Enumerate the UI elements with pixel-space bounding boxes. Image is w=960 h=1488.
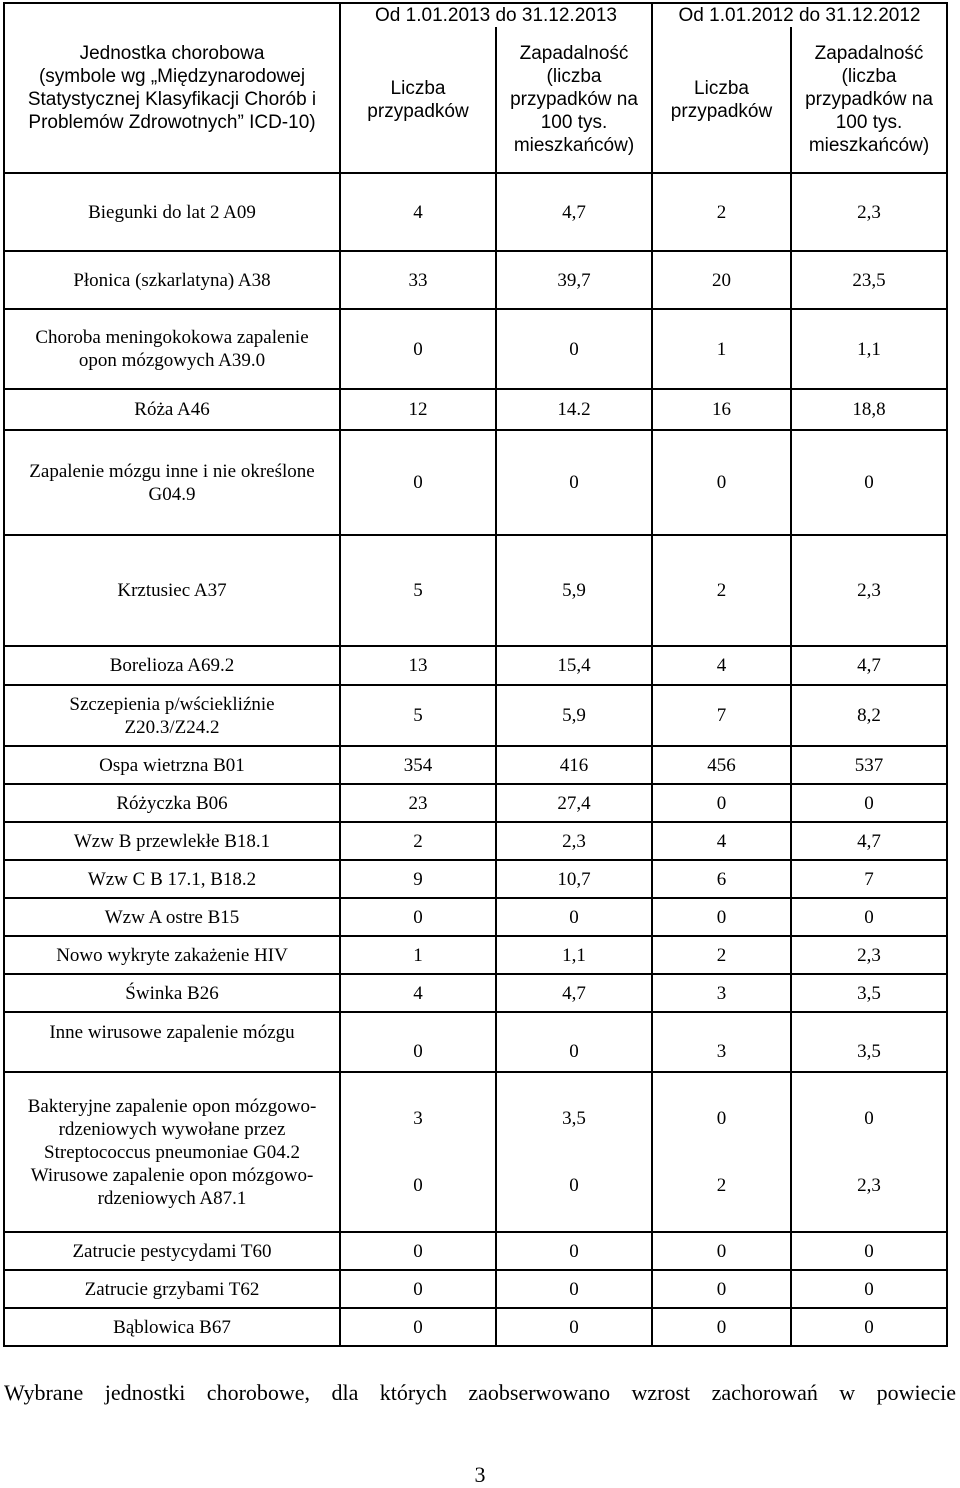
table-row — [4, 784, 947, 822]
incidence-2012: 0 — [791, 1232, 947, 1270]
incidence-2012: 2,3 — [791, 173, 947, 251]
cases-2013-combined — [340, 1072, 496, 1232]
incidence-2013: 0 — [569, 1175, 579, 1196]
cases-2012: 16 — [652, 389, 791, 430]
row-name: Różyczka B06 — [4, 784, 340, 822]
cases-2013: 0 — [340, 309, 496, 389]
table-row — [4, 685, 947, 746]
cases-2012: 0 — [652, 1270, 791, 1308]
cases-2012: 0 — [716, 1108, 727, 1129]
incidence-2012: 4,7 — [791, 646, 947, 685]
cases-2012: 20 — [652, 251, 791, 309]
cases-2013: 5 — [340, 535, 496, 646]
row-name: Biegunki do lat 2 A09 — [4, 173, 340, 251]
row-name: Wzw A ostre B15 — [4, 898, 340, 936]
row-name: Wzw C B 17.1, B18.2 — [4, 860, 340, 898]
incidence-2012: 0 — [791, 430, 947, 535]
incidence-2012: 0 — [791, 784, 947, 822]
incidence-2013: 2,3 — [496, 822, 652, 860]
period-2013-header: Od 1.01.2013 do 31.12.2013 — [340, 3, 652, 27]
incidence-2012: 0 — [791, 898, 947, 936]
cases-2013: 9 — [340, 860, 496, 898]
incidence-2012: 3,5 — [791, 1012, 947, 1072]
cases-2012: 0 — [652, 1232, 791, 1270]
incidence-2012: 18,8 — [791, 389, 947, 430]
caption-text: Wybrane jednostki chorobowe, dla których zaobserwowano wzrost zachorowań w powiecie — [4, 1380, 956, 1405]
table-row — [4, 646, 947, 685]
cases-2012: 7 — [652, 685, 791, 746]
incidence-2013-header: Zapadalność (liczba przypadków na 100 tys. mieszkańców) — [496, 27, 652, 173]
cases-2013: 13 — [340, 646, 496, 685]
row-name: Zatrucie pestycydami T60 — [4, 1232, 340, 1270]
table-row — [4, 1012, 947, 1072]
incidence-2013: 0 — [496, 898, 652, 936]
row-name: Świnka B26 — [4, 974, 340, 1012]
cases-2013: 33 — [340, 251, 496, 309]
row-name: Zapalenie mózgu inne i nie określone G04.9 — [4, 430, 340, 535]
disease-table — [3, 2, 948, 1347]
incidence-2013: 0 — [496, 1308, 652, 1346]
cases-2013: 4 — [340, 974, 496, 1012]
incidence-2013: 14.2 — [496, 389, 652, 430]
table-row — [4, 389, 947, 430]
cases-2012-combined — [652, 1072, 791, 1232]
cases-2013: 1 — [340, 936, 496, 974]
cases-2013: 0 — [340, 1012, 496, 1072]
cases-2013: 0 — [340, 1232, 496, 1270]
table-row — [4, 1232, 947, 1270]
incidence-2013-combined — [496, 1072, 652, 1232]
incidence-2013: 4,7 — [496, 974, 652, 1012]
incidence-2013: 1,1 — [496, 936, 652, 974]
incidence-2013: 27,4 — [496, 784, 652, 822]
incidence-2013: 0 — [496, 1232, 652, 1270]
cases-2012: 2 — [716, 1175, 727, 1196]
cases-2013: 4 — [340, 173, 496, 251]
incidence-2013: 39,7 — [496, 251, 652, 309]
cases-2013: 0 — [340, 1308, 496, 1346]
incidence-2012: 4,7 — [791, 822, 947, 860]
cases-2013: 3 — [413, 1108, 423, 1129]
incidence-2013: 0 — [496, 1012, 652, 1072]
cases-2012: 0 — [652, 898, 791, 936]
incidence-2013: 416 — [496, 746, 652, 784]
incidence-2013: 10,7 — [496, 860, 652, 898]
table-row — [4, 173, 947, 251]
row-name: Róża A46 — [4, 389, 340, 430]
cases-2013-header: Liczba przypadków — [340, 27, 496, 173]
row-name: Choroba meningokokowa zapalenie opon mózgowych A39.0 — [4, 309, 340, 389]
incidence-2012: 1,1 — [791, 309, 947, 389]
cases-2012-header: Liczba przypadków — [652, 27, 791, 173]
incidence-2012: 2,3 — [791, 535, 947, 646]
incidence-2013: 0 — [496, 430, 652, 535]
incidence-2013: 15,4 — [496, 646, 652, 685]
incidence-2012: 2,3 — [791, 936, 947, 974]
table-row — [4, 309, 947, 389]
table-row — [4, 860, 947, 898]
table-row — [4, 251, 947, 309]
row-name: Bąblowica B67 — [4, 1308, 340, 1346]
row-name: Krztusiec A37 — [4, 535, 340, 646]
cases-2012: 2 — [652, 535, 791, 646]
table-row-combined — [4, 1072, 947, 1232]
cases-2013: 0 — [340, 430, 496, 535]
period-2012-header: Od 1.01.2012 do 31.12.2012 — [652, 3, 947, 27]
table-row — [4, 535, 947, 646]
row-name: Nowo wykryte zakażenie HIV — [4, 936, 340, 974]
table-row — [4, 1270, 947, 1308]
cases-2013: 23 — [340, 784, 496, 822]
row-name: Borelioza A69.2 — [4, 646, 340, 685]
cases-2013: 354 — [340, 746, 496, 784]
cases-2013: 0 — [340, 1270, 496, 1308]
incidence-2013: 3,5 — [562, 1108, 586, 1129]
incidence-2013: 5,9 — [496, 685, 652, 746]
incidence-2012: 7 — [791, 860, 947, 898]
cases-2012: 0 — [652, 784, 791, 822]
incidence-2012: 2,3 — [857, 1175, 881, 1196]
row-name: Wirusowe zapalenie opon mózgowo-rdzeniowych A87.1 — [30, 1164, 314, 1209]
table-row — [4, 974, 947, 1012]
cases-2013: 0 — [413, 1175, 423, 1196]
unit-header: Jednostka chorobowa (symbole wg „Międzynarodowej Statystycznej Klasyfikacji Chorób i Problemów Zdrowotnych” ICD-10) — [4, 3, 340, 173]
incidence-2012: 537 — [791, 746, 947, 784]
incidence-2013: 0 — [496, 309, 652, 389]
cases-2012: 3 — [652, 1012, 791, 1072]
cases-2012: 1 — [652, 309, 791, 389]
row-name: Bakteryjne zapalenie opon mózgowo-rdzeniowych wywołane przez Streptococcus pneumoniae G04.2 — [27, 1095, 317, 1163]
incidence-2013: 5,9 — [496, 535, 652, 646]
row-name: Szczepienia p/wściekliźnie Z20.3/Z24.2 — [4, 685, 340, 746]
cases-2012: 4 — [652, 646, 791, 685]
cases-2012: 456 — [652, 746, 791, 784]
table-row — [4, 430, 947, 535]
row-name: Inne wirusowe zapalenie mózgu — [4, 1012, 340, 1072]
cases-2013: 5 — [340, 685, 496, 746]
cases-2012: 0 — [652, 430, 791, 535]
incidence-2013: 0 — [496, 1270, 652, 1308]
incidence-2012: 0 — [864, 1108, 874, 1129]
table-row — [4, 1308, 947, 1346]
table-row — [4, 822, 947, 860]
table-row — [4, 898, 947, 936]
incidence-2012-header: Zapadalność (liczba przypadków na 100 tys. mieszkańców) — [791, 27, 947, 173]
row-name: Płonica (szkarlatyna) A38 — [4, 251, 340, 309]
row-name: Ospa wietrzna B01 — [4, 746, 340, 784]
cases-2013: 12 — [340, 389, 496, 430]
incidence-2012: 0 — [791, 1270, 947, 1308]
cases-2012: 3 — [652, 974, 791, 1012]
table-row — [4, 936, 947, 974]
cases-2013: 0 — [340, 898, 496, 936]
incidence-2012: 8,2 — [791, 685, 947, 746]
row-name-combined — [4, 1072, 340, 1232]
incidence-2012: 3,5 — [791, 974, 947, 1012]
row-name: Wzw B przewlekłe B18.1 — [4, 822, 340, 860]
page-number: 3 — [474, 1462, 486, 1487]
incidence-2012-combined — [791, 1072, 947, 1232]
cases-2012: 6 — [652, 860, 791, 898]
cases-2012: 0 — [652, 1308, 791, 1346]
table-row — [4, 746, 947, 784]
incidence-2012: 0 — [791, 1308, 947, 1346]
cases-2012: 4 — [652, 822, 791, 860]
incidence-2013: 4,7 — [496, 173, 652, 251]
cases-2012: 2 — [652, 173, 791, 251]
cases-2012: 2 — [652, 936, 791, 974]
incidence-2012: 23,5 — [791, 251, 947, 309]
cases-2013: 2 — [340, 822, 496, 860]
row-name: Zatrucie grzybami T62 — [4, 1270, 340, 1308]
